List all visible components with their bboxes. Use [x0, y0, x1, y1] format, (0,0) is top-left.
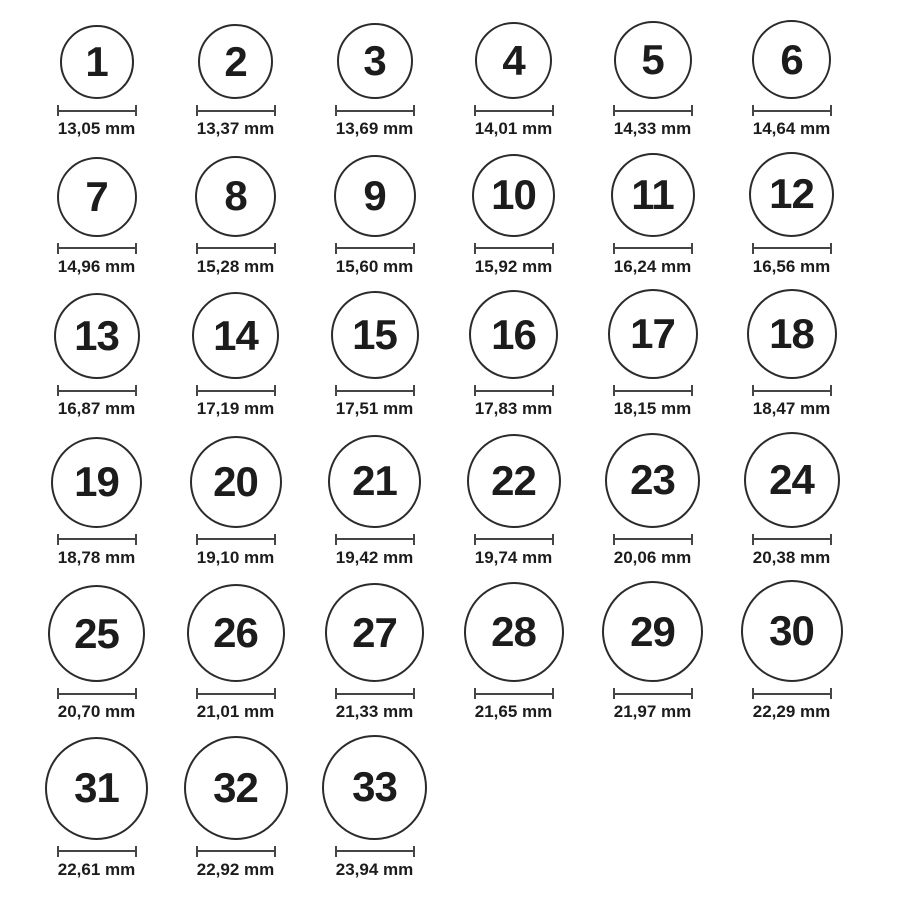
dimension-line — [57, 846, 137, 857]
ring-size-circle — [328, 435, 421, 528]
diameter-label: 18,78 mm — [57, 547, 136, 567]
ring-size-number: 29 — [630, 607, 675, 655]
dimension-tick-right — [552, 385, 554, 396]
dimension-line — [474, 105, 554, 116]
ring-size-circle — [190, 436, 282, 528]
ring-size-number: 6 — [780, 35, 803, 83]
dimension-bar — [754, 247, 830, 249]
ring-size-circle — [752, 20, 831, 99]
dimension-line — [752, 385, 832, 396]
diameter-label: 22,61 mm — [57, 859, 136, 879]
dimension-bar — [337, 850, 413, 852]
ring-size-number: 27 — [352, 608, 397, 656]
dimension-bar — [198, 693, 274, 695]
diameter-label: 21,65 mm — [474, 702, 553, 722]
dimension-bar — [615, 390, 691, 392]
dimension-tick-right — [691, 534, 693, 545]
diameter-label: 18,15 mm — [613, 399, 692, 419]
ring-size-number: 10 — [491, 171, 536, 219]
dimension-line — [57, 105, 137, 116]
ring-size-item — [27, 293, 166, 419]
dimension-bar — [59, 110, 135, 112]
dimension-bar — [337, 538, 413, 540]
dimension-tick-right — [552, 534, 554, 545]
ring-size-circle — [195, 156, 276, 237]
ring-size-item — [722, 20, 861, 139]
dimension-tick-right — [830, 688, 832, 699]
ring-size-item — [444, 154, 583, 277]
ring-size-circle — [614, 21, 692, 99]
ring-size-number: 32 — [213, 763, 258, 811]
diameter-label: 19,74 mm — [474, 547, 553, 567]
ring-size-circle — [747, 289, 837, 379]
ring-size-number: 30 — [769, 607, 814, 655]
ring-size-number: 9 — [363, 171, 386, 219]
ring-size-item — [27, 25, 166, 139]
ring-size-item — [305, 435, 444, 568]
ring-size-item — [166, 292, 305, 419]
ring-size-item — [27, 157, 166, 277]
diameter-label: 14,01 mm — [474, 119, 553, 138]
dimension-tick-right — [274, 105, 276, 116]
ring-size-item — [583, 21, 722, 139]
ring-size-item — [722, 432, 861, 568]
diameter-label: 15,28 mm — [196, 256, 275, 276]
diameter-label: 20,38 mm — [752, 547, 831, 567]
dimension-bar — [476, 538, 552, 540]
ring-size-number: 28 — [491, 608, 536, 656]
ring-size-circle — [192, 292, 279, 379]
ring-size-number: 16 — [491, 310, 536, 358]
ring-size-circle — [611, 153, 695, 237]
ring-size-item — [444, 22, 583, 139]
dimension-tick-right — [552, 105, 554, 116]
ring-size-number: 7 — [85, 172, 108, 220]
ring-size-circle — [472, 154, 555, 237]
dimension-tick-right — [830, 385, 832, 396]
ring-size-number: 15 — [352, 311, 397, 359]
dimension-line — [752, 688, 832, 699]
dimension-bar — [59, 693, 135, 695]
dimension-line — [335, 534, 415, 545]
dimension-bar — [337, 247, 413, 249]
diameter-label: 23,94 mm — [335, 859, 414, 879]
ring-size-number: 5 — [641, 36, 664, 83]
dimension-tick-right — [274, 385, 276, 396]
diameter-label: 22,92 mm — [196, 859, 275, 879]
ring-size-number: 23 — [630, 456, 675, 504]
diameter-label: 17,19 mm — [196, 399, 275, 419]
ring-size-number: 3 — [363, 37, 386, 84]
ring-size-item — [305, 291, 444, 419]
ring-size-number: 12 — [769, 170, 814, 218]
dimension-line — [752, 534, 832, 545]
size-row — [27, 152, 900, 277]
dimension-bar — [615, 247, 691, 249]
ring-size-circle — [605, 433, 700, 528]
dimension-bar — [59, 390, 135, 392]
dimension-bar — [754, 693, 830, 695]
dimension-tick-right — [413, 534, 415, 545]
ring-size-circle — [741, 580, 843, 682]
ring-size-circle — [334, 155, 416, 237]
ring-size-number: 20 — [213, 457, 258, 505]
dimension-tick-right — [135, 688, 137, 699]
dimension-bar — [198, 850, 274, 852]
ring-size-number: 24 — [769, 455, 814, 503]
dimension-line — [196, 846, 276, 857]
diameter-label: 21,33 mm — [335, 702, 414, 722]
ring-size-number: 25 — [74, 609, 119, 657]
ring-size-circle — [325, 583, 424, 682]
ring-size-circle — [48, 585, 145, 682]
ring-size-item — [166, 24, 305, 139]
dimension-line — [196, 688, 276, 699]
size-row — [27, 735, 900, 880]
dimension-tick-right — [413, 385, 415, 396]
dimension-line — [613, 534, 693, 545]
ring-size-item — [305, 583, 444, 722]
dimension-tick-right — [691, 385, 693, 396]
dimension-tick-right — [274, 846, 276, 857]
dimension-line — [335, 846, 415, 857]
ring-size-circle — [475, 22, 552, 99]
dimension-bar — [198, 247, 274, 249]
dimension-line — [335, 105, 415, 116]
ring-size-circle — [322, 735, 427, 840]
ring-size-number: 21 — [352, 457, 397, 505]
ring-size-number: 22 — [491, 456, 536, 504]
dimension-bar — [615, 110, 691, 112]
dimension-bar — [754, 538, 830, 540]
diameter-label: 16,87 mm — [57, 399, 136, 419]
ring-size-item — [583, 289, 722, 419]
ring-size-item — [27, 437, 166, 568]
diameter-label: 15,60 mm — [335, 256, 414, 276]
ring-size-number: 8 — [224, 172, 247, 220]
diameter-label: 22,29 mm — [752, 702, 831, 722]
ring-size-circle — [467, 434, 561, 528]
diameter-label: 20,70 mm — [57, 702, 136, 722]
dimension-line — [474, 385, 554, 396]
dimension-line — [196, 385, 276, 396]
dimension-bar — [476, 247, 552, 249]
ring-size-item — [722, 152, 861, 277]
dimension-bar — [476, 390, 552, 392]
ring-size-circle — [51, 437, 142, 528]
dimension-bar — [59, 850, 135, 852]
ring-size-item — [305, 23, 444, 139]
dimension-tick-right — [552, 688, 554, 699]
dimension-line — [474, 688, 554, 699]
diameter-label: 14,64 mm — [752, 119, 831, 138]
ring-size-item — [27, 585, 166, 722]
dimension-tick-right — [413, 688, 415, 699]
ring-size-item — [444, 582, 583, 722]
ring-size-item — [166, 736, 305, 880]
ring-size-circle — [744, 432, 840, 528]
diameter-label: 14,96 mm — [57, 256, 136, 276]
dimension-tick-right — [413, 243, 415, 254]
ring-size-item — [722, 580, 861, 722]
ring-size-item — [583, 153, 722, 277]
dimension-line — [613, 243, 693, 254]
dimension-bar — [59, 247, 135, 249]
dimension-line — [335, 243, 415, 254]
ring-size-number: 26 — [213, 609, 258, 657]
dimension-bar — [337, 110, 413, 112]
ring-size-number: 17 — [630, 310, 675, 358]
ring-size-number: 13 — [74, 312, 119, 360]
dimension-line — [613, 385, 693, 396]
diameter-label: 16,24 mm — [613, 256, 692, 276]
ring-size-item — [583, 581, 722, 722]
dimension-bar — [476, 693, 552, 695]
ring-size-number: 19 — [74, 458, 119, 506]
dimension-tick-right — [552, 243, 554, 254]
ring-size-circle — [54, 293, 140, 379]
diameter-label: 17,83 mm — [474, 399, 553, 419]
ring-size-circle — [331, 291, 419, 379]
dimension-line — [196, 243, 276, 254]
dimension-bar — [754, 110, 830, 112]
ring-size-item — [444, 434, 583, 568]
dimension-line — [196, 105, 276, 116]
ring-size-circle — [602, 581, 703, 682]
dimension-tick-right — [135, 846, 137, 857]
dimension-tick-right — [830, 105, 832, 116]
ring-size-item — [444, 290, 583, 419]
size-row — [27, 20, 900, 139]
diameter-label: 14,33 mm — [613, 119, 692, 138]
ring-size-circle — [749, 152, 834, 237]
diameter-label: 17,51 mm — [335, 399, 414, 419]
dimension-line — [57, 688, 137, 699]
ring-size-number: 1 — [85, 38, 108, 85]
dimension-bar — [59, 538, 135, 540]
dimension-tick-right — [274, 243, 276, 254]
dimension-bar — [337, 390, 413, 392]
dimension-tick-right — [135, 105, 137, 116]
dimension-line — [335, 688, 415, 699]
dimension-tick-right — [691, 105, 693, 116]
ring-size-item — [305, 735, 444, 880]
dimension-line — [57, 534, 137, 545]
ring-size-number: 31 — [74, 764, 119, 812]
ring-size-item — [166, 584, 305, 722]
dimension-line — [474, 534, 554, 545]
diameter-label: 13,05 mm — [57, 119, 136, 138]
ring-size-circle — [57, 157, 137, 237]
ring-size-item — [166, 156, 305, 277]
dimension-line — [196, 534, 276, 545]
ring-size-circle — [464, 582, 564, 682]
dimension-tick-right — [691, 243, 693, 254]
ring-size-number: 14 — [213, 311, 258, 359]
ring-size-item — [722, 289, 861, 419]
ring-size-number: 18 — [769, 310, 814, 358]
dimension-bar — [615, 693, 691, 695]
diameter-label: 19,42 mm — [335, 547, 414, 567]
size-row — [27, 580, 900, 722]
dimension-tick-right — [274, 688, 276, 699]
dimension-line — [335, 385, 415, 396]
dimension-bar — [615, 538, 691, 540]
ring-size-item — [27, 737, 166, 880]
dimension-bar — [198, 538, 274, 540]
ring-size-circle — [184, 736, 288, 840]
diameter-label: 20,06 mm — [613, 547, 692, 567]
dimension-bar — [754, 390, 830, 392]
dimension-bar — [198, 390, 274, 392]
ring-size-item — [305, 155, 444, 277]
diameter-label: 15,92 mm — [474, 256, 553, 276]
ring-size-number: 33 — [352, 763, 397, 811]
diameter-label: 13,37 mm — [196, 119, 275, 138]
dimension-tick-right — [830, 534, 832, 545]
dimension-tick-right — [691, 688, 693, 699]
ring-size-item — [583, 433, 722, 568]
dimension-tick-right — [413, 105, 415, 116]
ring-size-number: 11 — [631, 170, 674, 218]
ring-size-number: 2 — [224, 37, 247, 85]
dimension-tick-right — [135, 385, 137, 396]
dimension-line — [57, 243, 137, 254]
dimension-bar — [337, 693, 413, 695]
dimension-bar — [476, 110, 552, 112]
ring-size-circle — [198, 24, 273, 99]
dimension-line — [474, 243, 554, 254]
ring-size-number: 4 — [502, 36, 525, 84]
dimension-bar — [198, 110, 274, 112]
size-row — [27, 432, 900, 568]
ring-size-circle — [608, 289, 698, 379]
diameter-label: 13,69 mm — [335, 119, 414, 138]
diameter-label: 19,10 mm — [196, 547, 275, 567]
diameter-label: 21,01 mm — [196, 702, 275, 722]
dimension-line — [57, 385, 137, 396]
dimension-tick-right — [135, 243, 137, 254]
dimension-line — [752, 105, 832, 116]
dimension-tick-right — [830, 243, 832, 254]
ring-size-circle — [337, 23, 413, 99]
ring-size-circle — [469, 290, 558, 379]
dimension-tick-right — [274, 534, 276, 545]
ring-size-circle — [45, 737, 148, 840]
ring-size-circle — [187, 584, 285, 682]
dimension-tick-right — [413, 846, 415, 857]
ring-size-circle — [60, 25, 134, 99]
dimension-tick-right — [135, 534, 137, 545]
diameter-label: 18,47 mm — [752, 399, 831, 419]
dimension-line — [752, 243, 832, 254]
dimension-line — [613, 688, 693, 699]
diameter-label: 16,56 mm — [752, 256, 831, 276]
size-row — [27, 289, 900, 419]
dimension-line — [613, 105, 693, 116]
diameter-label: 21,97 mm — [613, 702, 692, 722]
ring-size-item — [166, 436, 305, 568]
